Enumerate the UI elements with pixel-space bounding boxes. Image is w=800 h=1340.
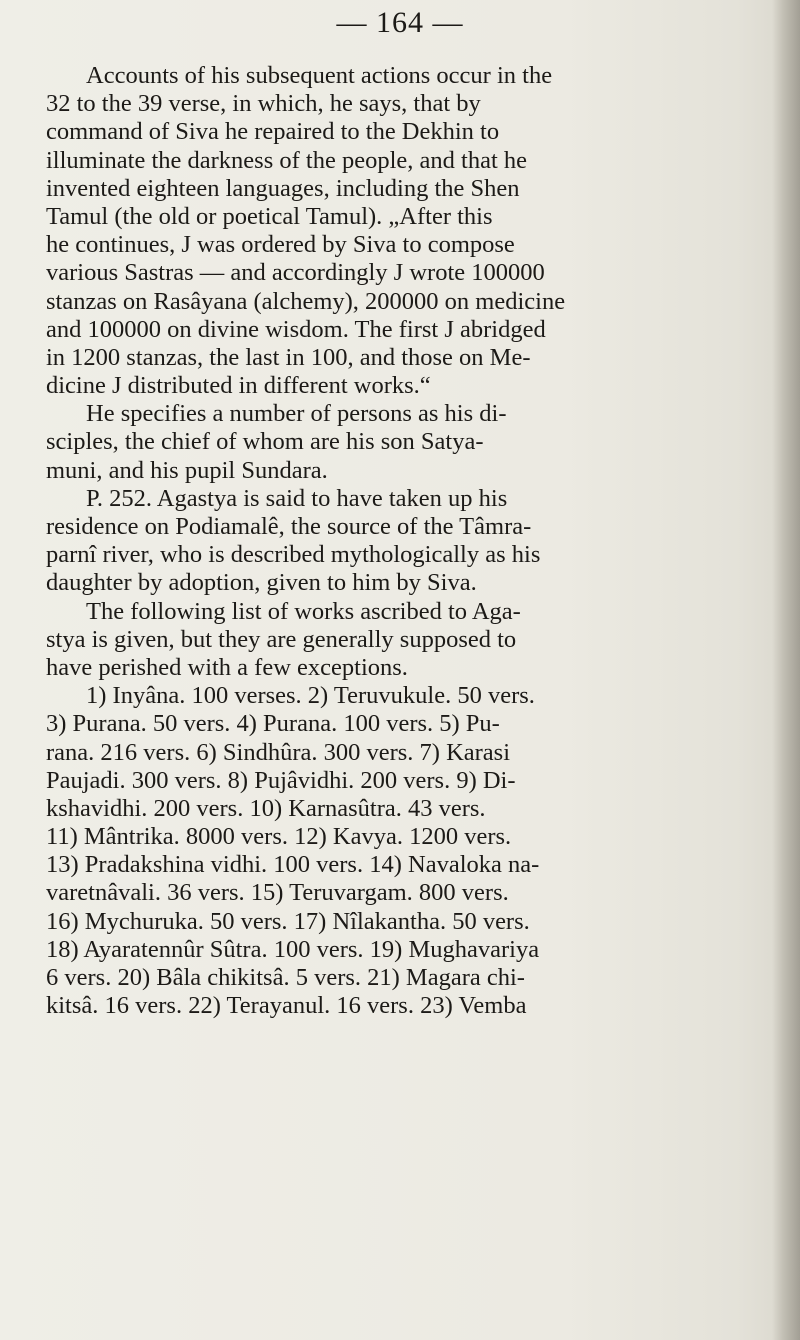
text-line: muni, and his pupil Sundara. [46, 456, 328, 484]
text-line: invented eighteen languages, including the Shen [46, 174, 520, 202]
text-line: varetnâvali. 36 vers. 15) Teruvargam. 800 vers. [46, 879, 509, 907]
text-line: sciples, the chief of whom are his son Satya- [46, 428, 484, 456]
text-line: 13) Pradakshina vidhi. 100 vers. 14) Navaloka na- [46, 851, 540, 879]
text-line: 16) Mychuruka. 50 vers. 17) Nîlakantha. 50 vers. [46, 907, 530, 935]
text-line: 32 to the 39 verse, in which, he says, that by [46, 90, 481, 118]
text-line: daughter by adoption, given to him by Siva. [46, 569, 477, 597]
text-line: He specifies a number of persons as his di- [86, 400, 507, 428]
text-line: and 100000 on divine wisdom. The first J abridged [46, 315, 546, 343]
text-line: various Sastras — and accordingly J wrote 100000 [46, 259, 545, 287]
text-line: residence on Podiamalê, the source of the Tâmra- [46, 513, 532, 540]
text-line: command of Siva he repaired to the Dekhin to [46, 118, 500, 146]
text-line: stanzas on Rasâyana (alchemy), 200000 on medicine [46, 287, 566, 315]
page-binding-edge [772, 0, 800, 1340]
text-line: stya is given, but they are generally supposed to [46, 625, 517, 653]
text-line: 6 vers. 20) Bâla chikitsâ. 5 vers. 21) Magara chi- [46, 964, 525, 991]
text-line: 1) Inyâna. 100 verses. 2) Teruvukule. 50 vers. [86, 682, 535, 710]
text-line: 3) Purana. 50 vers. 4) Purana. 100 vers. 5) Pu- [46, 710, 500, 738]
text-line: The following list of works ascribed to Aga- [86, 597, 521, 625]
text-line: illuminate the darkness of the people, and that he [46, 146, 528, 174]
text-line: rana. 216 vers. 6) Sindhûra. 300 vers. 7) Karasi [46, 738, 511, 766]
text-line: parnî river, who is described mythologically as his [46, 541, 541, 569]
text-line: Tamul (the old or poetical Tamul). „After this [46, 202, 493, 230]
text-line: dicine J distributed in different works.“ [46, 372, 431, 400]
text-line: P. 252. Agastya is said to have taken up his [86, 484, 508, 512]
text-line: 18) Ayaratennûr Sûtra. 100 vers. 19) Mughavariya [46, 935, 540, 963]
text-line: he continues, J was ordered by Siva to compose [46, 231, 515, 259]
text-line: 11) Mântrika. 8000 vers. 12) Kavya. 1200 vers. [46, 823, 512, 851]
text-line: kitsâ. 16 vers. 22) Terayanul. 16 vers. 23) Vemba [46, 992, 527, 1020]
text-line: have perished with a few exceptions. [46, 653, 408, 681]
body-text [46, 62, 766, 1020]
text-line: kshavidhi. 200 vers. 10) Karnasûtra. 43 vers. [46, 794, 486, 822]
text-line: Accounts of his subsequent actions occur in the [86, 62, 553, 89]
text-line: Paujadi. 300 vers. 8) Pujâvidhi. 200 vers. 9) Di- [46, 766, 516, 794]
page-number: — 164 — [336, 6, 464, 39]
text-line: in 1200 stanzas, the last in 100, and those on Me- [46, 343, 531, 371]
